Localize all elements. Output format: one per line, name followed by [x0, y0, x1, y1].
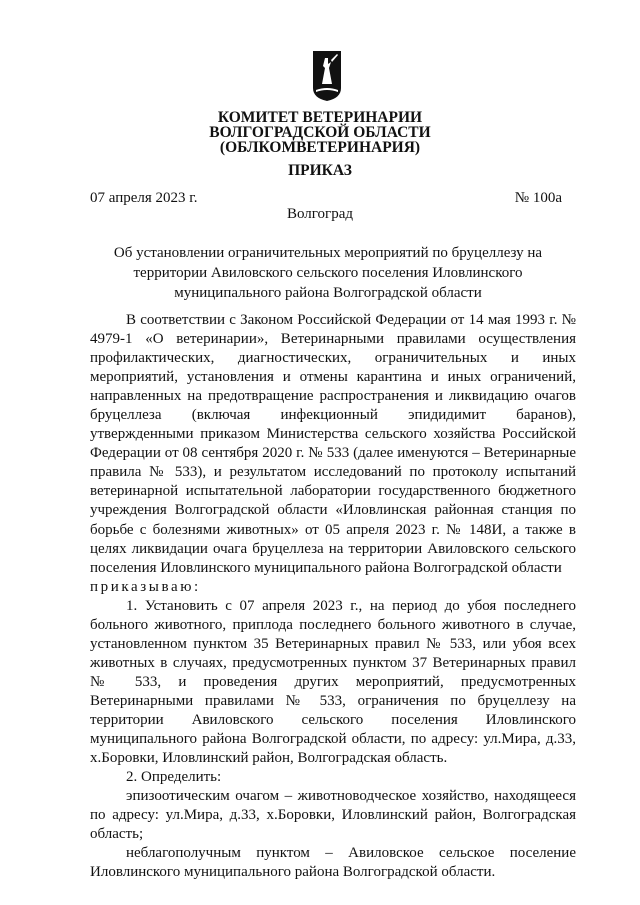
order-body [90, 311, 576, 882]
item-2b-paragraph: неблагополучным пунктом – Авиловское сельское поселение Иловлинского муниципального района Волгоградской области. [90, 845, 576, 881]
order-number: № 100а [514, 190, 562, 206]
order-city: Волгоград [286, 206, 353, 222]
committee-name-line3: (ОБЛКОМВЕТЕРИНАРИЯ) [219, 139, 421, 156]
preamble-paragraph: В соответствии с Законом Российской Федерации от 14 мая 1993 г. № 4979-1 «О ветеринарии», Ветеринарными правилами осуществления профилактических, диагностических, ограничительных и иных мероприятий, установления и отмены карантина и иных ограничений, направленных на предотвращение распространения и ликвидацию очагов бруцеллеза (включая инфекционный эпидидимит баранов), утвержденными приказом Министерства сельского хозяйства Российской Федерации от 08 сентября 2020 г. № 533 (далее именуются – Ветеринарные правила № 533), и результатом исследований по протоколу испытаний ветеринарной испытательной лаборатории государственного бюджетного учреждения Волгоградской области «Иловлинская районная станция по борьбе с болезнями животных» от 05 апреля 2023 г. № 148И, а также в целях ликвидации очага бруцеллеза на территории Авиловского сельского поселения Иловлинского муниципального района Волгоградской области [90, 312, 576, 576]
item-1-paragraph: 1. Установить с 07 апреля 2023 г., на период до убоя последнего больного животного, приплода последнего больного животного в случае, установленном пунктом 35 Ветеринарных правил № 533, или убоя всех животных в случаях, предусмотренных пунктом 37 Ветеринарных правил № 533, и проведения других мероприятий, предусмотренных Ветеринарными правилами № 533, ограничения по бруцеллезу на территории Авиловского сельского поселения Иловлинского муниципального района Волгоградской области, по адресу: ул.Мира, д.33, х.Боровки, Иловлинский район, Волгоградская область. [90, 597, 576, 767]
order-title: Об установлении ограничительных мероприятий по бруцеллезу на территории Авиловского сельского поселения Иловлинского муниципального района Волгоградской области [113, 245, 543, 301]
committee-name-line2: ВОЛГОГРАДСКОЙ ОБЛАСТИ [209, 124, 431, 141]
order-type-heading: ПРИКАЗ [288, 162, 352, 179]
committee-name-line1: КОМИТЕТ ВЕТЕРИНАРИИ [217, 109, 423, 126]
order-word: приказываю: [90, 578, 201, 595]
order-date: 07 апреля 2023 г. [90, 190, 198, 206]
item-2-paragraph: 2. Определить: [126, 769, 222, 786]
item-2a-paragraph: эпизоотическим очагом – животноводческое хозяйство, находящееся по адресу: ул.Мира, д.33, х.Боровки, Иловлинский район, Волгоградская область; [90, 788, 576, 843]
volgograd-emblem-icon [312, 50, 342, 102]
